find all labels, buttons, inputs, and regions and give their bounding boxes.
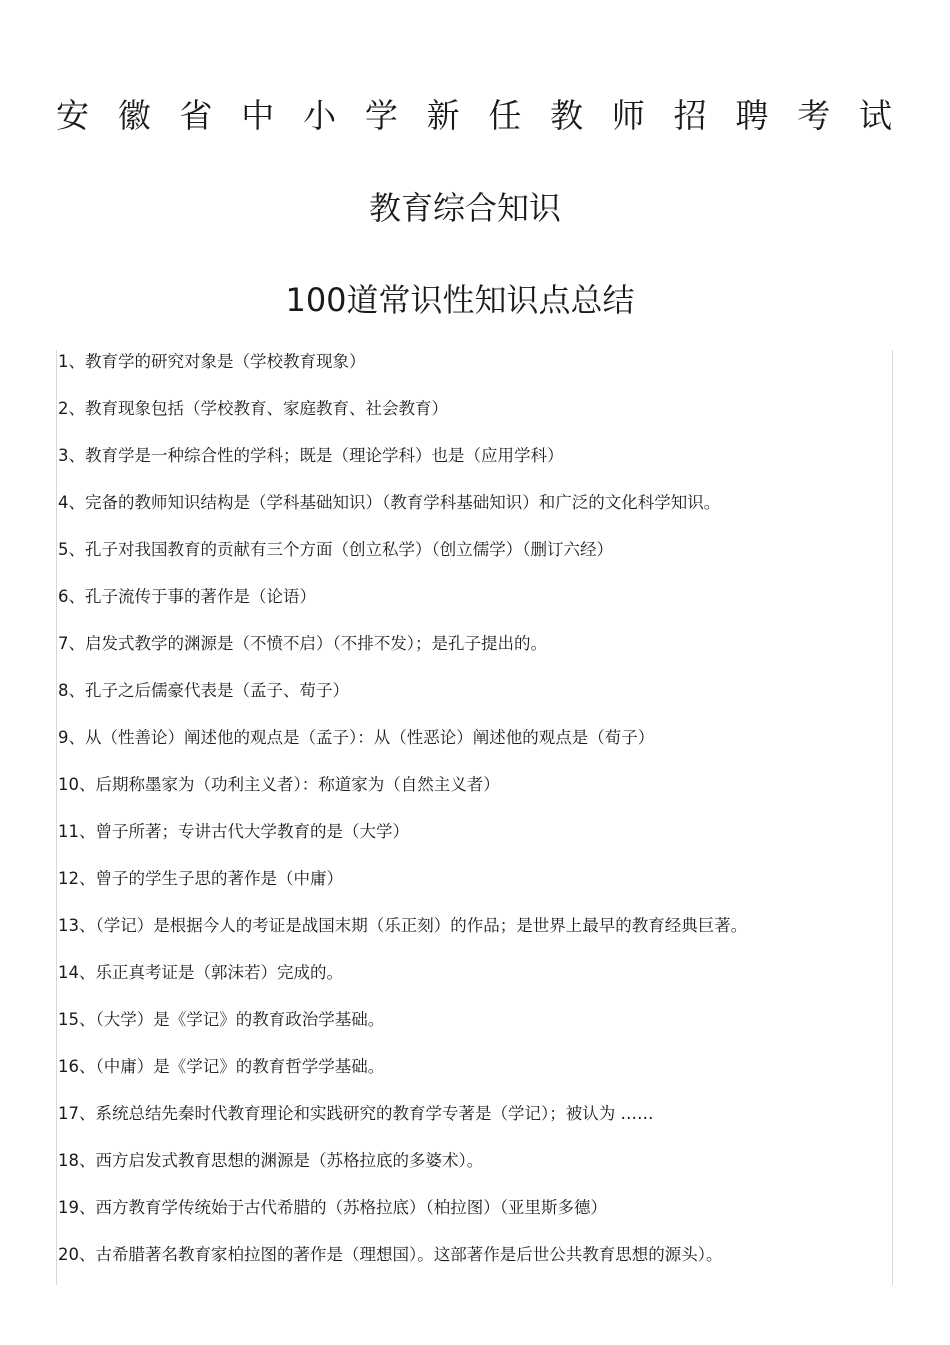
title-char: 试 xyxy=(858,96,892,135)
title-char: 小 xyxy=(303,96,337,135)
title-char: 教 xyxy=(550,96,584,135)
title-char: 师 xyxy=(611,96,645,135)
knowledge-point-item: 6、孔子流传于事的著作是（论语） xyxy=(58,587,316,606)
title-char: 安 xyxy=(56,96,89,135)
document-heading: 100道常识性知识点总结 xyxy=(285,281,635,319)
knowledge-point-list xyxy=(58,349,888,1289)
knowledge-point-item: 14、乐正真考证是（郭沫若）完成的。 xyxy=(58,963,343,982)
knowledge-point-item: 10、后期称墨家为（功利主义者）：称道家为（自然主义者） xyxy=(58,775,500,794)
knowledge-point-item: 13、（学记）是根据今人的考证是战国末期（乐正刻）的作品；是世界上最早的教育经典巨著。 xyxy=(58,916,748,935)
knowledge-point-item: 16、（中庸）是《学记》的教育哲学学基础。 xyxy=(58,1057,385,1076)
title-char: 聘 xyxy=(735,96,769,135)
title-char: 省 xyxy=(179,96,213,135)
title-char: 新 xyxy=(426,96,460,135)
knowledge-point-item: 17、系统总结先秦时代教育理论和实践研究的教育学专著是（学记）；被认为 …… xyxy=(58,1104,654,1123)
document-subtitle: 教育综合知识 xyxy=(368,189,561,227)
knowledge-point-item: 19、西方教育学传统始于古代希腊的（苏格拉底）（柏拉图）（亚里斯多德） xyxy=(58,1198,607,1217)
title-char: 徽 xyxy=(117,96,151,135)
knowledge-point-item: 20、古希腊著名教育家柏拉图的著作是（理想国）。这部著作是后世公共教育思想的源头）。 xyxy=(58,1245,723,1264)
knowledge-point-item: 18、西方启发式教育思想的渊源是（苏格拉底的多婆术）。 xyxy=(58,1151,484,1170)
left-margin-rule xyxy=(56,350,57,1285)
knowledge-point-item: 2、教育现象包括（学校教育、家庭教育、社会教育） xyxy=(58,399,448,418)
title-char: 考 xyxy=(797,96,831,135)
knowledge-point-item: 7、启发式教学的渊源是（不愤不启）（不排不发）；是孔子提出的。 xyxy=(58,634,547,653)
knowledge-point-item: 4、完备的教师知识结构是（学科基础知识）（教育学科基础知识）和广泛的文化科学知识。 xyxy=(58,493,721,512)
knowledge-point-item: 1、教育学的研究对象是（学校教育现象） xyxy=(58,352,366,371)
title-char: 中 xyxy=(241,96,275,135)
title-char: 任 xyxy=(488,96,522,135)
knowledge-point-item: 3、教育学是一种综合性的学科；既是（理论学科）也是（应用学科） xyxy=(58,446,564,465)
knowledge-point-item: 9、从（性善论）阐述他的观点是（孟子）：从（性恶论）阐述他的观点是（荀子） xyxy=(58,728,655,747)
knowledge-point-item: 8、孔子之后儒豪代表是（孟子、荀子） xyxy=(58,681,349,700)
title-char: 学 xyxy=(364,96,398,135)
document-title xyxy=(56,92,892,140)
knowledge-point-item: 12、曾子的学生子思的著作是（中庸） xyxy=(58,869,343,888)
knowledge-point-item: 5、孔子对我国教育的贡献有三个方面（创立私学）（创立儒学）（删订六经） xyxy=(58,540,613,559)
knowledge-point-item: 15、（大学）是《学记》的教育政治学基础。 xyxy=(58,1010,385,1029)
title-char: 招 xyxy=(673,96,707,135)
knowledge-point-item: 11、曾子所著；专讲古代大学教育的是（大学） xyxy=(58,822,409,841)
right-margin-rule xyxy=(892,350,893,1285)
